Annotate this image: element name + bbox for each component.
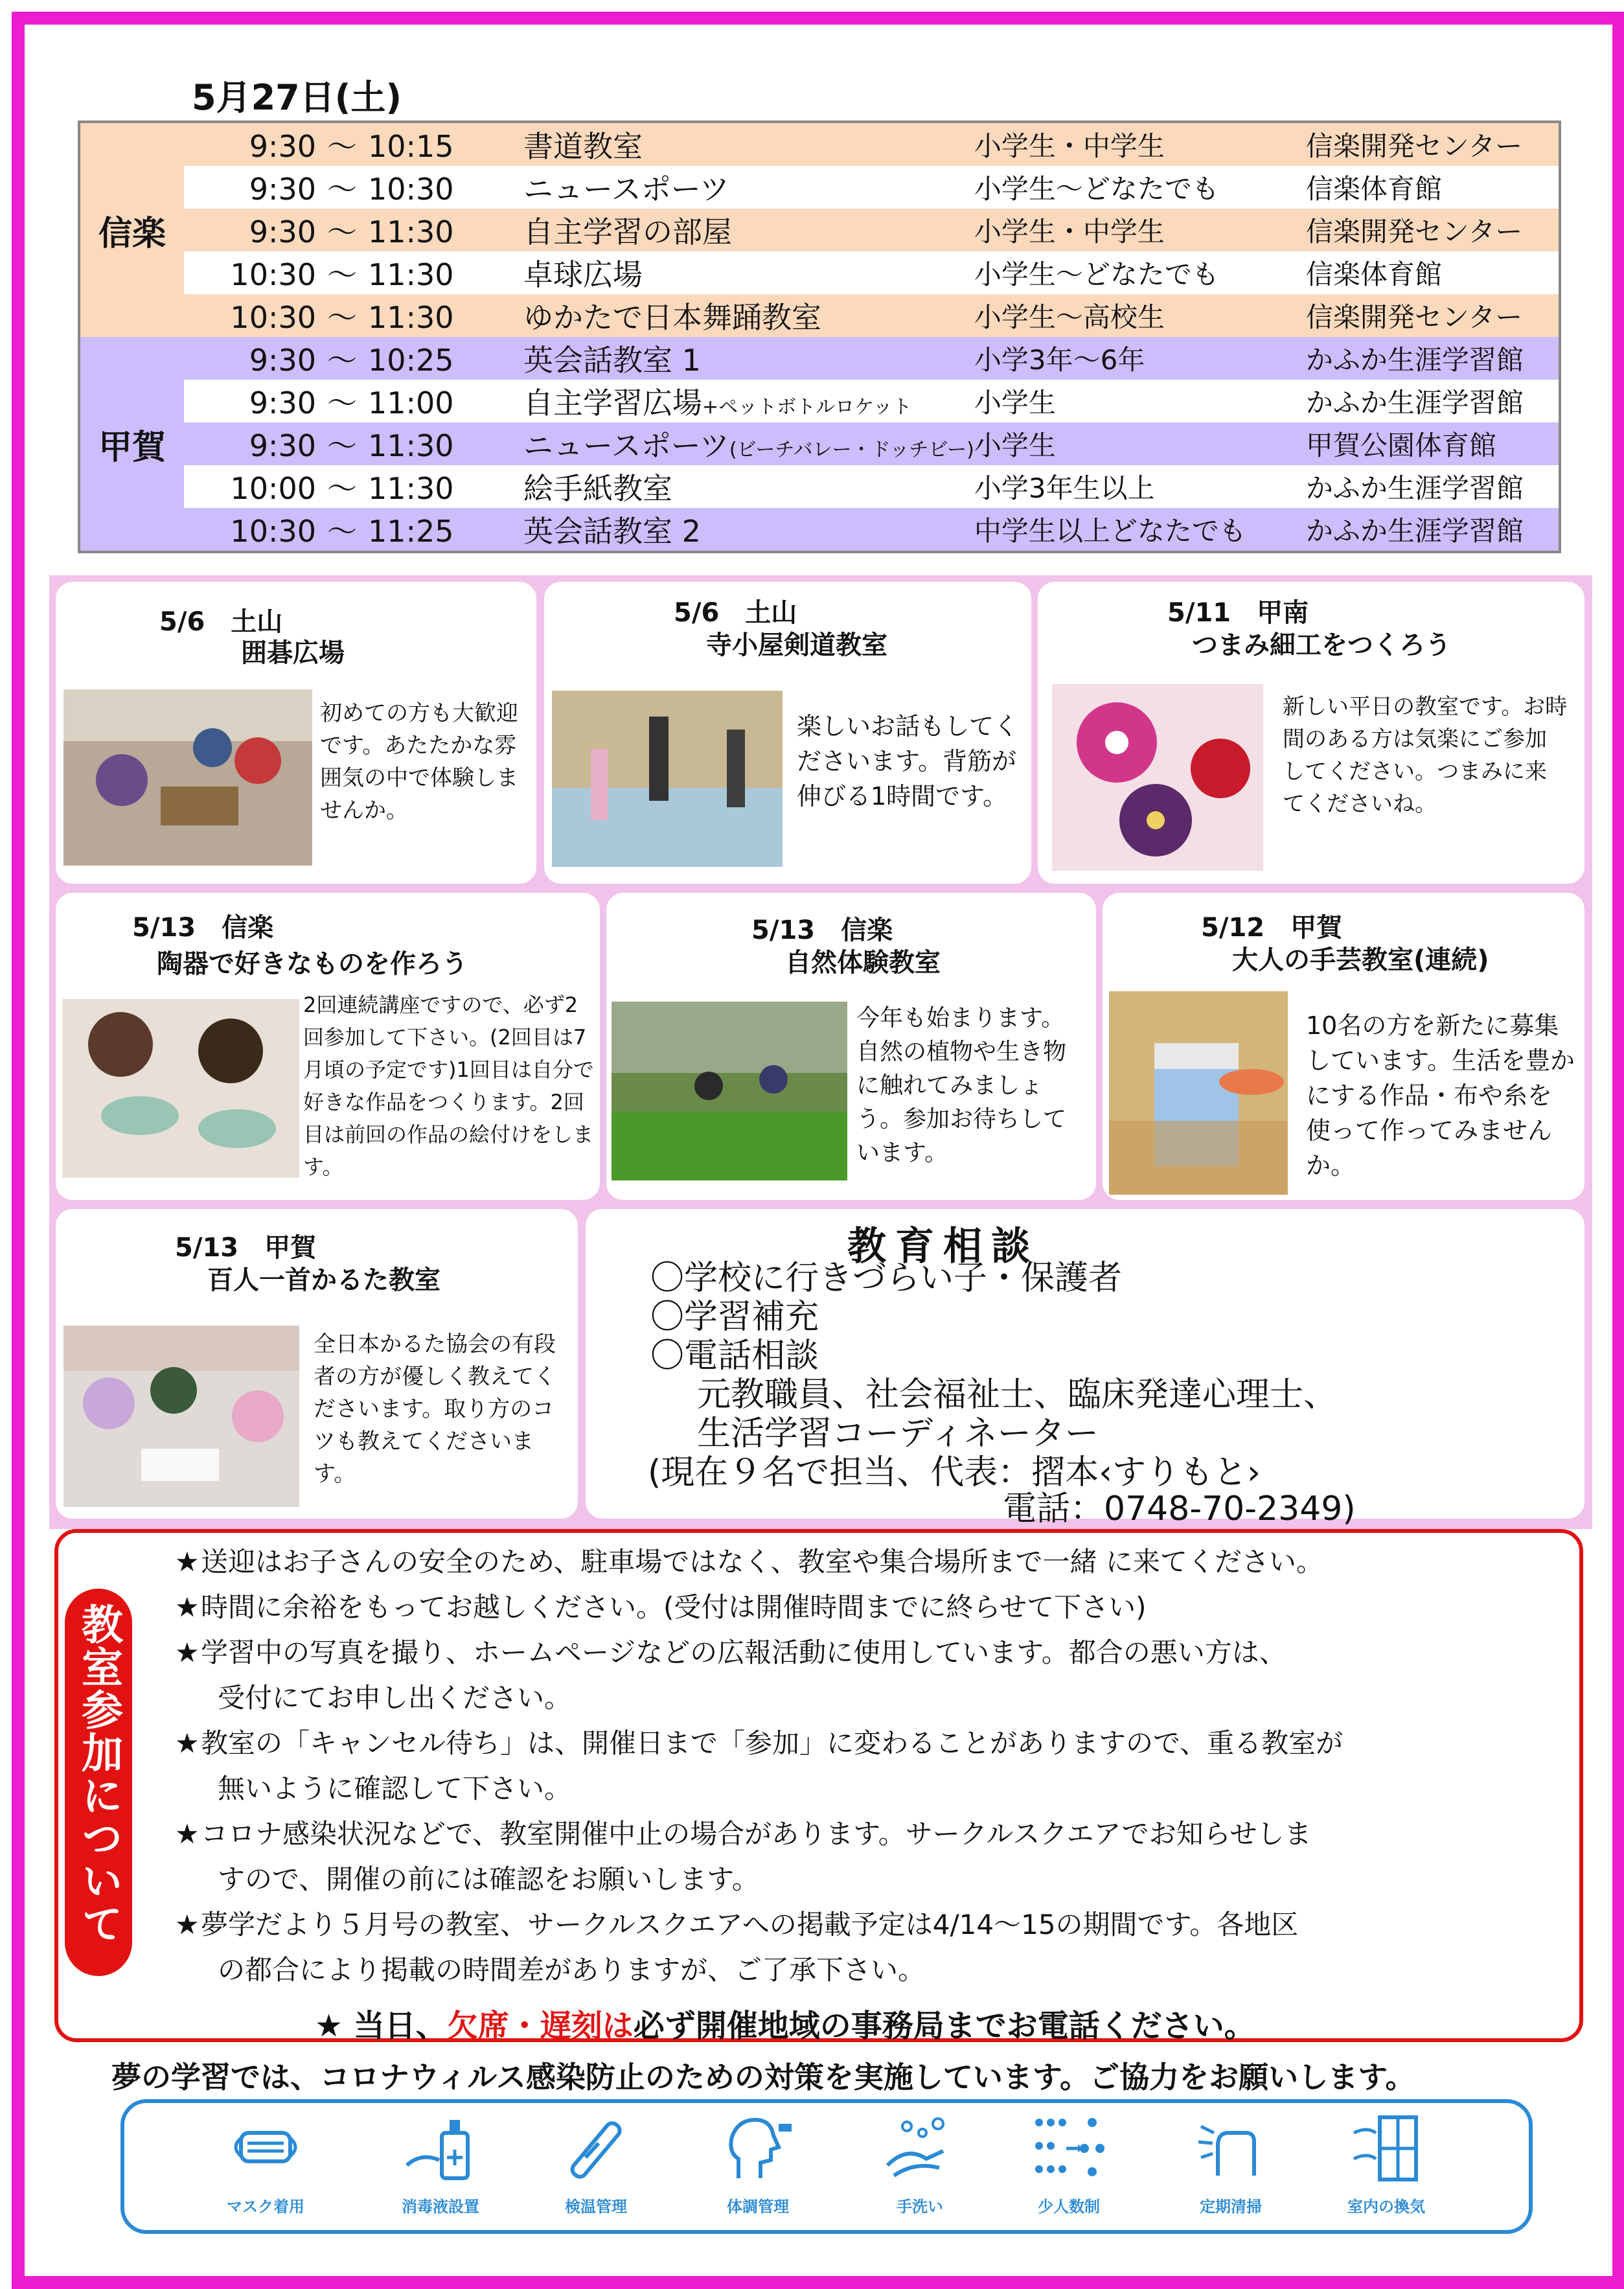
class-name: ゆかたで日本舞踊教室 <box>523 294 974 337</box>
notice-item: ★時間に余裕をもってお越しください。(受付は開催時間までに終らせて下さい) <box>175 1591 1147 1623</box>
schedule-row <box>79 122 1560 166</box>
schedule-row <box>79 380 1560 422</box>
place-cell: かふか生涯学習館 <box>1306 337 1560 380</box>
handwash-icon <box>881 2113 959 2185</box>
schedule-row <box>79 465 1560 508</box>
schedule-row <box>79 422 1560 465</box>
time-cell: 9:30 ～ 11:30 <box>184 422 523 465</box>
event-card-karuta <box>56 1209 578 1519</box>
notice-item-cont: の都合により掲載の時間差がありますが、ご了承下さい。 <box>218 1954 926 1986</box>
card-photo <box>612 1002 847 1180</box>
class-name: 英会話教室 1 <box>523 337 974 380</box>
event-card-tsumami <box>1038 582 1584 884</box>
notice-item: ★コロナ感染状況などで、教室開催中止の場合があります。サークルスクエアでお知らせしま <box>175 1818 1312 1850</box>
health-check-icon <box>719 2113 797 2185</box>
notice-item-cont: 無いように確認して下さい。 <box>218 1773 572 1804</box>
card-photo <box>1052 684 1263 871</box>
notice-badge-text: 教室参加について <box>74 1603 122 1945</box>
card-date: 5/12 甲賀 <box>1201 913 1343 943</box>
class-name: 卓球広場 <box>523 251 974 294</box>
card-title: つまみ細工をつくろう <box>1192 630 1451 660</box>
class-name: 書道教室 <box>523 122 974 166</box>
event-card-pottery <box>56 893 600 1200</box>
card-text: 今年も始まります。自然の植物や生き物に触れてみましょう。参加お待ちしています。 <box>856 1005 1067 1166</box>
schedule-date: 5月27日(土) <box>192 77 402 118</box>
icon-item-small-group: 少人数制 <box>1011 2113 1127 2216</box>
time-cell: 9:30 ～ 10:30 <box>184 166 523 209</box>
icon-item-ventilation: 室内の換気 <box>1328 2113 1445 2216</box>
mask-icon <box>227 2113 304 2185</box>
notice-item: ★学習中の写真を撮り、ホームページなどの広報活動に使用しています。都合の悪い方は、 <box>175 1637 1287 1668</box>
event-card-kendo <box>544 582 1031 884</box>
icon-item-handwash: 手洗い <box>862 2113 978 2216</box>
card-title: 自然体験教室 <box>785 948 941 978</box>
place-cell: 甲賀公園体育館 <box>1306 422 1560 465</box>
consult-phone: 電話：0748-70-2349) <box>1003 1490 1356 1528</box>
thermometer-icon <box>557 2113 635 2185</box>
schedule-row <box>79 294 1560 337</box>
card-title: 囲碁広場 <box>241 638 345 668</box>
absence-note-red: 欠席・遅刻は <box>446 2008 634 2044</box>
card-date: 5/13 信楽 <box>132 913 274 943</box>
card-photo <box>552 691 783 867</box>
icon-item-thermometer: 検温管理 <box>538 2113 654 2216</box>
target-cell: 小学生～どなたでも <box>974 166 1306 209</box>
place-cell: 信楽開発センター <box>1306 122 1560 166</box>
notice-item: ★教室の「キャンセル待ち」は、開催日まで「参加」に変わることがありますので、重る教室が <box>175 1727 1344 1759</box>
target-cell: 小学生 <box>974 380 1306 422</box>
place-cell: かふか生涯学習館 <box>1306 508 1560 552</box>
card-text: 全日本かるた協会の有段者の方が優しく教えてくださいます。取り方のコツも教えてくださいます。 <box>314 1331 556 1487</box>
area-label-shigaraki: 信楽 <box>79 122 184 337</box>
place-cell: 信楽開発センター <box>1306 209 1560 251</box>
consult-title: 教育相談 <box>847 1224 1039 1269</box>
notice-final: ★ 当日、欠席・遅刻は必ず開催地域の事務局までお電話ください。 <box>315 2008 1255 2044</box>
class-name: 自主学習の部屋 <box>523 209 974 251</box>
icon-item-mask: マスク着用 <box>207 2113 324 2216</box>
target-cell: 小学生・中学生 <box>974 209 1306 251</box>
notice-item-cont: すので、開催の前には確認をお願いします。 <box>218 1863 759 1895</box>
time-cell: 10:30 ～ 11:30 <box>184 251 523 294</box>
place-cell: かふか生涯学習館 <box>1306 465 1560 508</box>
event-card-handicraft <box>1103 893 1584 1200</box>
notice-badge <box>65 1589 132 1976</box>
time-cell: 9:30 ～ 11:30 <box>184 209 523 251</box>
target-cell: 小学3年～6年 <box>974 337 1306 380</box>
class-name: ニュースポーツ <box>523 166 974 209</box>
icon-item-sanitizer: 消毒液設置 <box>382 2113 499 2216</box>
consult-line: 〇学習補充 <box>650 1298 819 1337</box>
card-title: 大人の手芸教室(連続) <box>1232 945 1489 975</box>
consult-line: 生活学習コーディネーター <box>697 1414 1099 1453</box>
area-label-koka: 甲賀 <box>79 337 184 552</box>
card-date: 5/6 土山 <box>159 607 283 637</box>
notice-item-cont: 受付にてお申し出ください。 <box>218 1682 572 1714</box>
schedule-row <box>79 337 1560 380</box>
few-people-icon <box>1030 2113 1108 2185</box>
consult-line: 元教職員、社会福祉士、臨床発達心理士、 <box>697 1375 1338 1414</box>
card-text: 初めての方も大歓迎です。あたたかな雰囲気の中で体験しませんか。 <box>320 700 518 823</box>
time-cell: 10:30 ～ 11:25 <box>184 508 523 552</box>
time-cell: 10:00 ～ 11:30 <box>184 465 523 508</box>
card-title: 百人一首かるた教室 <box>207 1265 440 1295</box>
card-photo <box>1109 991 1288 1195</box>
time-cell: 9:30 ～ 10:25 <box>184 337 523 380</box>
class-name: 絵手紙教室 <box>523 465 974 508</box>
schedule-table <box>78 121 1561 553</box>
card-title: 寺小屋剣道教室 <box>706 630 887 660</box>
target-cell: 小学生～どなたでも <box>974 251 1306 294</box>
notice-item: ★送迎はお子さんの安全のため、駐車場ではなく、教室や集合場所まで一緒 に来てください。 <box>175 1546 1323 1578</box>
target-cell: 中学生以上どなたでも <box>974 508 1306 552</box>
schedule-row <box>79 508 1560 552</box>
card-date: 5/6 土山 <box>674 598 797 628</box>
consult-line: 〇学校に行きづらい子・保護者 <box>650 1259 1123 1298</box>
cleaning-icon <box>1192 2113 1270 2185</box>
covid-measures-line: 夢の学習では、コロナウィルス感染防止のための対策を実施しています。ご協力をお願いします。 <box>111 2060 1415 2095</box>
card-date: 5/13 信楽 <box>751 915 893 945</box>
education-consultation-card <box>586 1209 1584 1528</box>
time-cell: 9:30 ～ 10:15 <box>184 122 523 166</box>
card-title: 陶器で好きなものを作ろう <box>157 949 468 979</box>
target-cell: 小学生～高校生 <box>974 294 1306 337</box>
class-name-note: (ビーチバレー・ドッチビー) <box>729 439 974 461</box>
place-cell: 信楽開発センター <box>1306 294 1560 337</box>
event-card-igo <box>56 582 536 884</box>
time-cell: 9:30 ～ 11:00 <box>184 380 523 422</box>
notice-item: ★夢学だより５月号の教室、サークルスクエアへの掲載予定は4/14～15の期間です。各地区 <box>175 1909 1299 1940</box>
class-name-note: +ペットボトルロケット <box>702 396 912 419</box>
card-date: 5/11 甲南 <box>1167 598 1309 628</box>
card-photo <box>63 689 312 866</box>
sanitizer-icon <box>402 2113 479 2185</box>
card-date: 5/13 甲賀 <box>175 1233 317 1263</box>
card-photo <box>63 1326 299 1507</box>
ventilation-icon <box>1347 2113 1425 2185</box>
class-name: 英会話教室 2 <box>523 508 974 552</box>
card-text: 2回連続講座ですので、必ず2回参加して下さい。(2回目は7月頃の予定です)1回目は自分で好きな作品をつくります。2回目は前回の作品の絵付けをします。 <box>303 993 594 1179</box>
class-name: 自主学習広場+ペットボトルロケット <box>523 380 974 422</box>
consult-line: 〇電話相談 <box>650 1337 819 1375</box>
event-card-nature <box>606 893 1096 1200</box>
time-cell: 10:30 ～ 11:30 <box>184 294 523 337</box>
card-photo <box>62 999 299 1178</box>
place-cell: 信楽体育館 <box>1306 166 1560 209</box>
class-name: ニュースポーツ(ビーチバレー・ドッチビー) <box>523 422 974 465</box>
schedule-row <box>79 251 1560 294</box>
icon-item-health: 体調管理 <box>700 2113 816 2216</box>
covid-icons-box <box>120 2099 1533 2234</box>
target-cell: 小学生・中学生 <box>974 122 1306 166</box>
schedule-row <box>79 166 1560 209</box>
place-cell: 信楽体育館 <box>1306 251 1560 294</box>
consult-line: (現在９名で担当、代表：摺本‹すりもと› <box>648 1453 1261 1492</box>
target-cell: 小学3年生以上 <box>974 465 1306 508</box>
card-text: 10名の方を新たに募集しています。生活を豊かにする作品・布や糸を使って作ってみませんか。 <box>1306 1011 1575 1180</box>
card-text: 新しい平日の教室です。お時間のある方は気楽にご参加してください。つまみに来てくださいね。 <box>1283 694 1568 817</box>
icon-item-cleaning: 定期清掃 <box>1172 2113 1289 2216</box>
place-cell: かふか生涯学習館 <box>1306 380 1560 422</box>
schedule-row <box>79 209 1560 251</box>
target-cell: 小学生 <box>974 422 1306 465</box>
card-text: 楽しいお話もしてくださいます。背筋が伸びる1時間です。 <box>797 712 1019 811</box>
